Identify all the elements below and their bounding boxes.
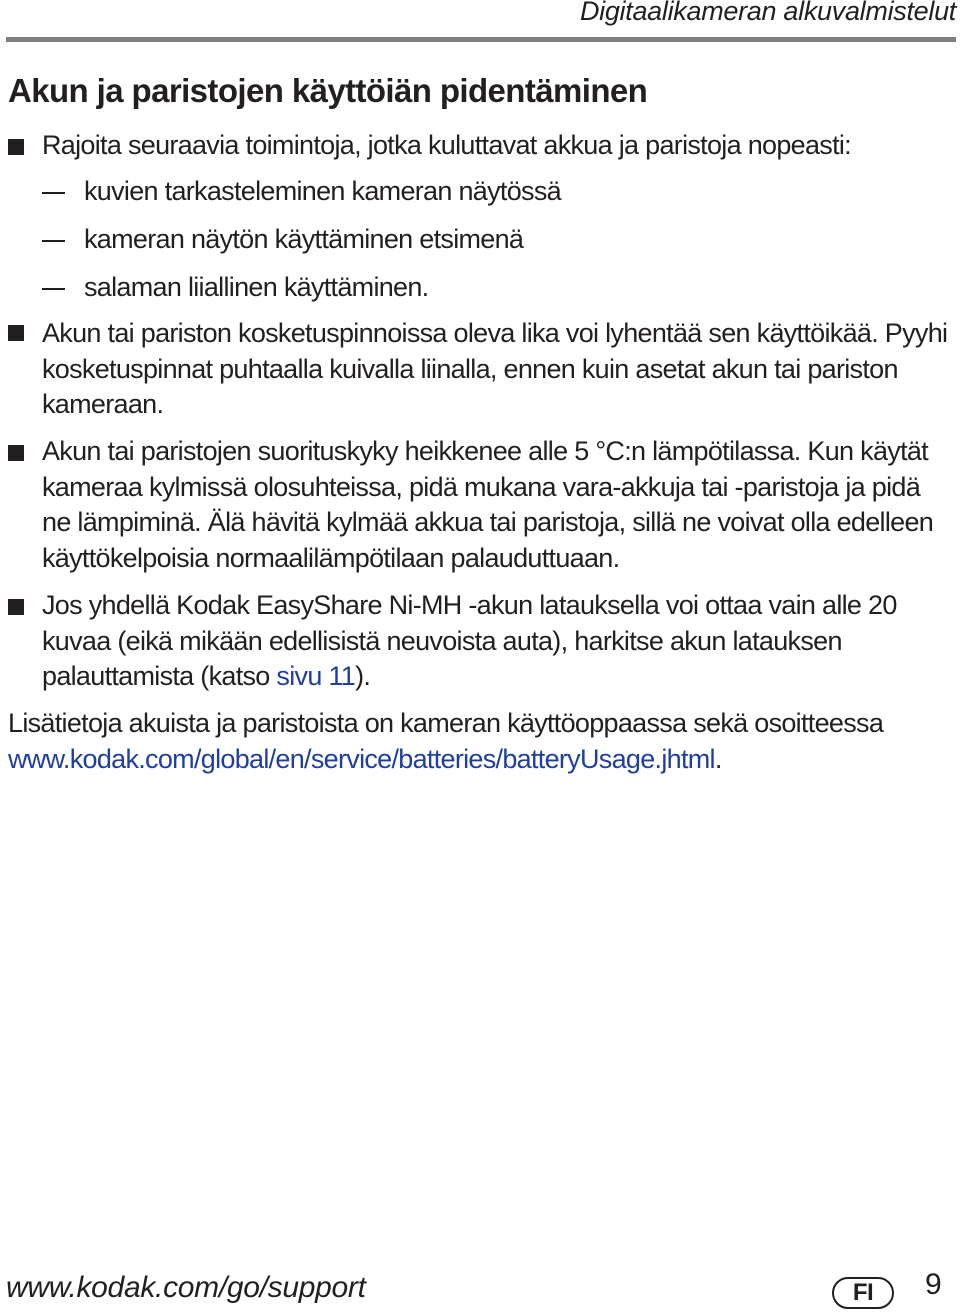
- bullet-icon: [8, 599, 24, 615]
- bullet-text-part: ).: [355, 661, 371, 691]
- language-badge: [832, 1277, 894, 1309]
- sub-item: kuvien tarkasteleminen kameran näytössä: [84, 176, 561, 206]
- dash-icon: [42, 192, 65, 194]
- bullet-text: [42, 588, 948, 695]
- bullet-text-part: Jos yhdellä Kodak EasyShare Ni-MH -akun latauksella voi ottaa vain alle 20 kuvaa (eikä mikään edellisistä neuvoista auta), harkitse akun latauksen palauttamista (katso: [42, 590, 897, 691]
- header-rule: [6, 37, 956, 42]
- dash-icon: [42, 288, 65, 290]
- page-number: 9: [925, 1268, 942, 1301]
- bullet-icon: [8, 325, 24, 341]
- dash-icon: [42, 240, 65, 242]
- bullet-text: Rajoita seuraavia toimintoja, jotka kuluttavat akkua ja paristoja nopeasti:: [42, 130, 851, 160]
- sub-item: salaman liiallinen käyttäminen.: [84, 272, 429, 302]
- page-heading: Akun ja paristojen käyttöiän pidentäminen: [8, 72, 648, 109]
- bullet-text: Akun tai paristojen suorituskyky heikkenee alle 5 °C:n lämpötilassa. Kun käytät kameraa kylmissä olosuhteissa, pidä mukana vara-akkuja tai -paristoja ja pidä ne lämpiminä. Älä hävitä kylmää akkua tai paristoja, sillä ne voivat olla edelleen käyttökelpoisia normaalilämpötilaan palauduttuaan.: [42, 436, 934, 573]
- closing-paragraph: [8, 706, 948, 777]
- bullet-text: Akun tai pariston kosketuspinnoissa oleva lika voi lyhentää sen käyttöikää. Pyyhi kosketuspinnat puhtaalla kuivalla liinalla, ennen kuin asetat akun tai pariston kameraan.: [42, 318, 948, 419]
- closing-text: Lisätietoja akuista ja paristoista on kameran käyttöoppaassa sekä osoitteessa: [8, 708, 884, 738]
- header-section-title: Digitaalikameran alkuvalmistelut: [579, 0, 956, 26]
- bullet-icon: [8, 445, 24, 461]
- language-label: FI: [852, 1279, 874, 1306]
- bullet-icon: [8, 139, 24, 155]
- closing-suffix: .: [714, 743, 722, 774]
- page-link[interactable]: sivu 11: [276, 661, 356, 691]
- footer-url: www.kodak.com/go/support: [6, 1271, 366, 1304]
- battery-usage-link[interactable]: www.kodak.com/global/en/service/batteries/batteryUsage.jhtml: [8, 743, 715, 774]
- sub-item: kameran näytön käyttäminen etsimenä: [84, 224, 524, 254]
